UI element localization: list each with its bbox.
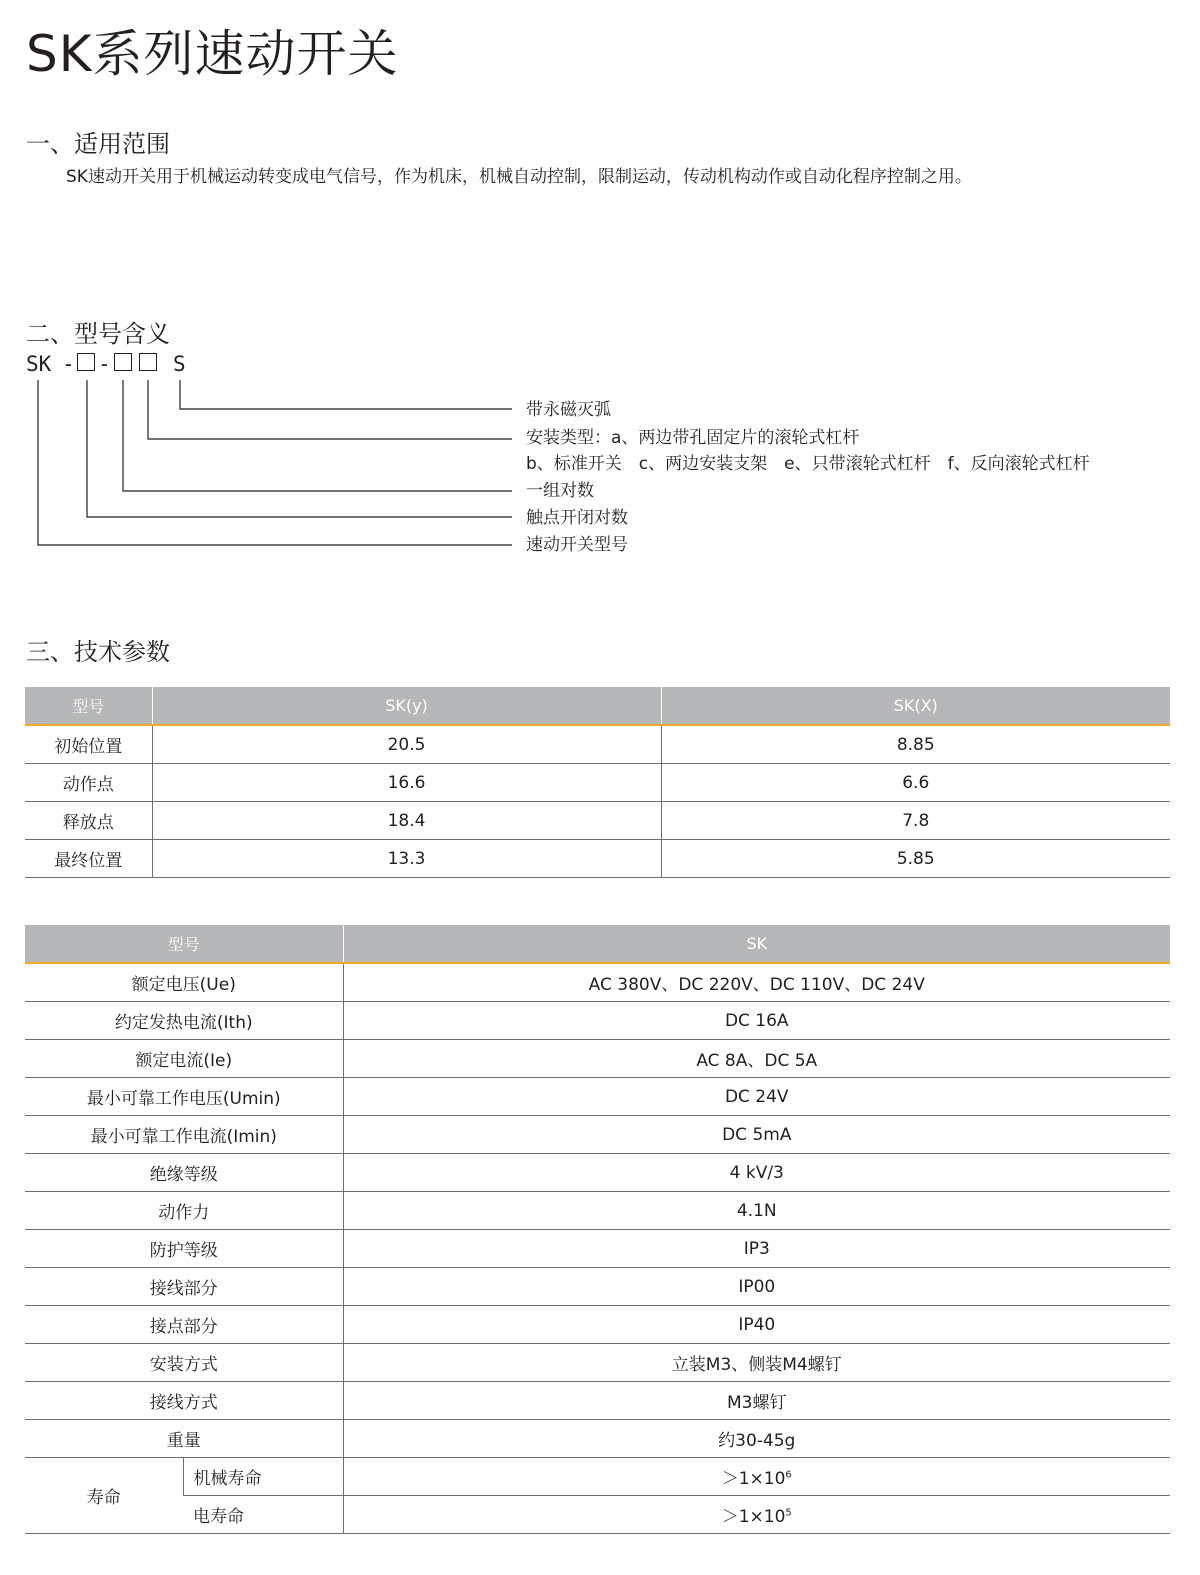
table-row xyxy=(25,1230,1170,1268)
row-label-life: 寿命 xyxy=(25,1458,183,1534)
table-row xyxy=(25,1040,1170,1078)
row-label: 最终位置 xyxy=(25,840,152,878)
cell-value: 5.85 xyxy=(661,840,1170,878)
table-row xyxy=(25,1078,1170,1116)
table-row xyxy=(25,1154,1170,1192)
legend-model-number: 速动开关型号 xyxy=(526,535,628,555)
table-row xyxy=(25,1268,1170,1306)
cell-value: DC 5mA xyxy=(343,1116,1170,1154)
row-label: 动作力 xyxy=(25,1192,343,1230)
cell-value: 16.6 xyxy=(152,764,661,802)
model-code-prefix: SK xyxy=(26,352,52,376)
model-code-dash-1: - xyxy=(62,352,75,376)
table-row xyxy=(25,1344,1170,1382)
table-row xyxy=(25,1420,1170,1458)
mechanical-life-base: ＞1×10 xyxy=(721,1469,786,1489)
header-sk-x: SK(X) xyxy=(661,687,1170,725)
spec-table-header xyxy=(25,925,1170,963)
section-heading-tech: 三、技术参数 xyxy=(26,638,170,666)
legend-arc-suppression: 带永磁灭弧 xyxy=(526,400,611,420)
row-label: 额定电流(Ie) xyxy=(25,1040,343,1078)
section-heading-model: 二、型号含义 xyxy=(26,320,170,348)
page-title: SK系列速动开关 xyxy=(26,25,399,83)
row-label: 初始位置 xyxy=(25,725,152,764)
connector-line-group xyxy=(123,380,512,491)
model-code-suffix: S xyxy=(173,352,186,376)
cell-value: 4 kV/3 xyxy=(343,1154,1170,1192)
cell-value: 7.8 xyxy=(661,802,1170,840)
legend-mount-options: b、标准开关 c、两边安装支架 e、只带滚轮式杠杆 f、反向滚轮式杠杆 xyxy=(526,454,1090,474)
table-row xyxy=(25,802,1170,840)
cell-value: 约30-45g xyxy=(343,1420,1170,1458)
connector-line-arc xyxy=(180,380,512,409)
table-row xyxy=(25,1192,1170,1230)
cell-value: IP3 xyxy=(343,1230,1170,1268)
electrical-life-exponent: 5 xyxy=(785,1507,792,1519)
cell-value: 20.5 xyxy=(152,725,661,764)
mechanical-life-exponent: 6 xyxy=(785,1469,792,1481)
cell-value: DC 24V xyxy=(343,1078,1170,1116)
table-row-life-mechanical xyxy=(25,1458,1170,1496)
row-label: 最小可靠工作电流(Imin) xyxy=(25,1116,343,1154)
cell-value: AC 8A、DC 5A xyxy=(343,1040,1170,1078)
row-sublabel-electrical: 电寿命 xyxy=(183,1496,343,1534)
connector-line-model xyxy=(38,380,512,545)
model-code-dash-2: - xyxy=(98,352,111,376)
row-sublabel-mechanical: 机械寿命 xyxy=(183,1458,343,1496)
legend-contact-count: 触点开闭对数 xyxy=(526,508,628,528)
row-label: 接点部分 xyxy=(25,1306,343,1344)
cell-value: 6.6 xyxy=(661,764,1170,802)
row-label: 防护等级 xyxy=(25,1230,343,1268)
cell-value-mechanical-life xyxy=(343,1458,1170,1496)
position-table-header xyxy=(25,687,1170,725)
connector-line-contacts xyxy=(87,380,512,517)
cell-value-electrical-life xyxy=(343,1496,1170,1534)
table-row xyxy=(25,1382,1170,1420)
row-label: 最小可靠工作电压(Umin) xyxy=(25,1078,343,1116)
cell-value: 立装M3、侧装M4螺钉 xyxy=(343,1344,1170,1382)
legend-mount-type: 安装类型：a、两边带孔固定片的滚轮式杠杆 xyxy=(526,428,860,448)
header-model: 型号 xyxy=(25,687,152,725)
cell-value: 8.85 xyxy=(661,725,1170,764)
section-heading-scope: 一、适用范围 xyxy=(26,130,170,158)
row-label: 释放点 xyxy=(25,802,152,840)
table-row xyxy=(25,1306,1170,1344)
legend-group-count: 一组对数 xyxy=(526,481,594,501)
table-row xyxy=(25,963,1170,1002)
cell-value: M3螺钉 xyxy=(343,1382,1170,1420)
row-label: 安装方式 xyxy=(25,1344,343,1382)
spec-table xyxy=(25,925,1170,1534)
cell-value: 4.1N xyxy=(343,1192,1170,1230)
row-label: 接线方式 xyxy=(25,1382,343,1420)
header-sk: SK xyxy=(343,925,1170,963)
row-label: 绝缘等级 xyxy=(25,1154,343,1192)
table-row-life-electrical xyxy=(25,1496,1170,1534)
row-label: 接线部分 xyxy=(25,1268,343,1306)
table-row xyxy=(25,1116,1170,1154)
cell-value: 13.3 xyxy=(152,840,661,878)
table-row xyxy=(25,725,1170,764)
row-label: 动作点 xyxy=(25,764,152,802)
cell-value: DC 16A xyxy=(343,1002,1170,1040)
cell-value: AC 380V、DC 220V、DC 110V、DC 24V xyxy=(343,963,1170,1002)
row-label: 重量 xyxy=(25,1420,343,1458)
table-row xyxy=(25,1002,1170,1040)
header-model: 型号 xyxy=(25,925,343,963)
position-table xyxy=(25,687,1170,878)
row-label: 额定电压(Ue) xyxy=(25,963,343,1002)
table-row xyxy=(25,840,1170,878)
scope-description: SK速动开关用于机械运动转变成电气信号，作为机床，机械自动控制，限制运动，传动机构动作或自动化程序控制之用。 xyxy=(66,167,972,187)
cell-value: IP00 xyxy=(343,1268,1170,1306)
cell-value: IP40 xyxy=(343,1306,1170,1344)
cell-value: 18.4 xyxy=(152,802,661,840)
header-sk-y: SK(y) xyxy=(152,687,661,725)
row-label: 约定发热电流(Ith) xyxy=(25,1002,343,1040)
table-row xyxy=(25,764,1170,802)
electrical-life-base: ＞1×10 xyxy=(721,1507,786,1527)
